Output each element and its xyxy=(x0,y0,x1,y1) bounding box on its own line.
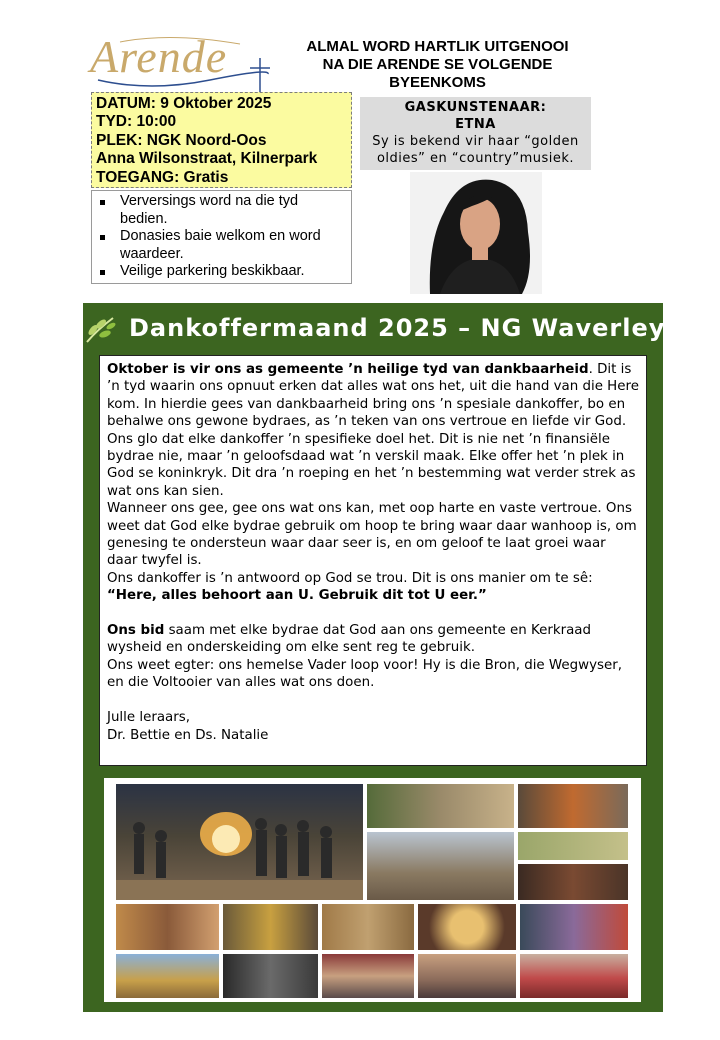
collage-photo xyxy=(223,904,318,950)
letter-lead-bold: Ons bid xyxy=(107,623,165,639)
list-item xyxy=(96,228,345,263)
pastor-letter xyxy=(99,355,647,766)
letter-paragraph: Wanneer ons gee, gee ons wat ons kan, met oop harte en vaste vertroue. Ons weet dat God elke bydrae gebruik om hoop te bring waar daar wanhoop is, om genesing te ondersteun waar daar seer is, en om geloof te laat groei waar daar twyfel is. xyxy=(107,501,637,569)
event-venue: PLEK: NGK Noord-Oos xyxy=(96,131,267,149)
photo-collage xyxy=(104,778,641,1002)
letter-paragraph xyxy=(107,361,639,500)
collage-photo xyxy=(322,904,414,950)
spacer xyxy=(107,605,639,622)
event-address: Anna Wilsonstraat, Kilnerpark xyxy=(96,150,318,168)
collage-photo xyxy=(367,784,514,828)
leaf-icon xyxy=(83,314,117,344)
invitation-line: ALMAL WORD HARTLIK UITGENOOI xyxy=(306,38,569,55)
letter-text: . Dit is ’n tyd waarin ons opnuut erken dat alles wat ons het, uit die hand van die Here kom. In hierdie gees van dankbaarheid bring ons ’n spesiale dankoffer, bo en behalwe ons gewone bydraes, as ’n teken van ons vertroue en liefde vir God. Ons glo dat elke dankoffer ’n spesifieke doel het. Dit is nie net ’n finansiële bydrae nie, maar ’n geloofsdaad wat ’n verskil maak. Elke offer het ’n plek in God se koninkryk. Dit dra ’n roeping en het ’n bestemming wat verder strek as wat ons kan sien. xyxy=(107,362,639,499)
collage-photo xyxy=(116,954,219,998)
event-time: TYD: 10:00 xyxy=(96,113,177,131)
note-text: Verversings word na die tyd bedien. xyxy=(120,193,299,227)
list-item xyxy=(96,193,345,228)
bullet-icon xyxy=(100,200,105,205)
collage-photo xyxy=(520,954,628,998)
collage-photo xyxy=(223,954,318,998)
spacer xyxy=(107,692,639,709)
artist-name: ETNA xyxy=(455,117,496,132)
collage-photo xyxy=(116,904,219,950)
letter-lead-bold: Oktober is vir ons as gemeente ’n heilige tyd van dankbaarheid xyxy=(107,362,589,377)
artist-photo xyxy=(410,172,542,294)
letter-closing: Julle leraars, xyxy=(107,710,190,726)
list-item xyxy=(96,263,345,281)
collage-photo xyxy=(418,904,516,950)
collage-photo xyxy=(418,954,516,998)
bullet-icon xyxy=(100,235,105,240)
invitation-heading xyxy=(275,38,600,92)
collage-photo xyxy=(518,864,628,900)
letter-signature: Dr. Bettie en Ds. Natalie xyxy=(107,727,269,743)
artist-heading: GASKUNSTENAAR: xyxy=(404,100,547,115)
artist-portrait-image xyxy=(410,172,542,294)
panel-title-text: Dankoffermaand 2025 – NG Waverley xyxy=(129,314,666,342)
collage-photo xyxy=(518,784,628,828)
letter-paragraph: Ons dankoffer is ’n antwoord op God se trou. Dit is ons manier om te sê: xyxy=(107,570,593,586)
logo-text: Arende xyxy=(90,31,228,82)
campfire-image xyxy=(116,784,363,900)
note-text: Donasies baie welkom en word waardeer. xyxy=(120,228,321,262)
event-info-box xyxy=(91,92,352,188)
event-notes-list xyxy=(91,190,352,284)
bullet-icon xyxy=(100,270,105,275)
artist-description: Sy is bekend vir haar “golden oldies” en “country”musiek. xyxy=(372,134,579,166)
collage-photo xyxy=(322,954,414,998)
panel-title xyxy=(83,314,666,344)
collage-photo xyxy=(520,904,628,950)
letter-text: saam met elke bydrae dat God aan ons gemeente en Kerkraad wysheid en onderskeiding om elke sent reg te gebruik. xyxy=(107,623,592,656)
collage-photo xyxy=(518,832,628,860)
invitation-line: NA DIE ARENDE SE VOLGENDE xyxy=(322,56,553,73)
letter-quote: “Here, alles behoort aan U. Gebruik dit tot U eer.” xyxy=(107,588,487,604)
arende-logo xyxy=(90,30,275,92)
guest-artist-box xyxy=(360,97,591,170)
letter-paragraph: Ons weet egter: ons hemelse Vader loop voor! Hy is die Bron, die Wegwyser, en die Voltooier van alles wat ons doen. xyxy=(107,657,622,691)
invitation-line: BYEENKOMS xyxy=(389,74,486,91)
event-date: DATUM: 9 Oktober 2025 xyxy=(96,95,272,112)
event-admission: TOEGANG: Gratis xyxy=(96,168,229,186)
letter-paragraph xyxy=(107,622,639,657)
collage-photo xyxy=(367,832,514,900)
note-text: Veilige parkering beskikbaar. xyxy=(120,263,305,279)
collage-photo xyxy=(116,784,363,900)
